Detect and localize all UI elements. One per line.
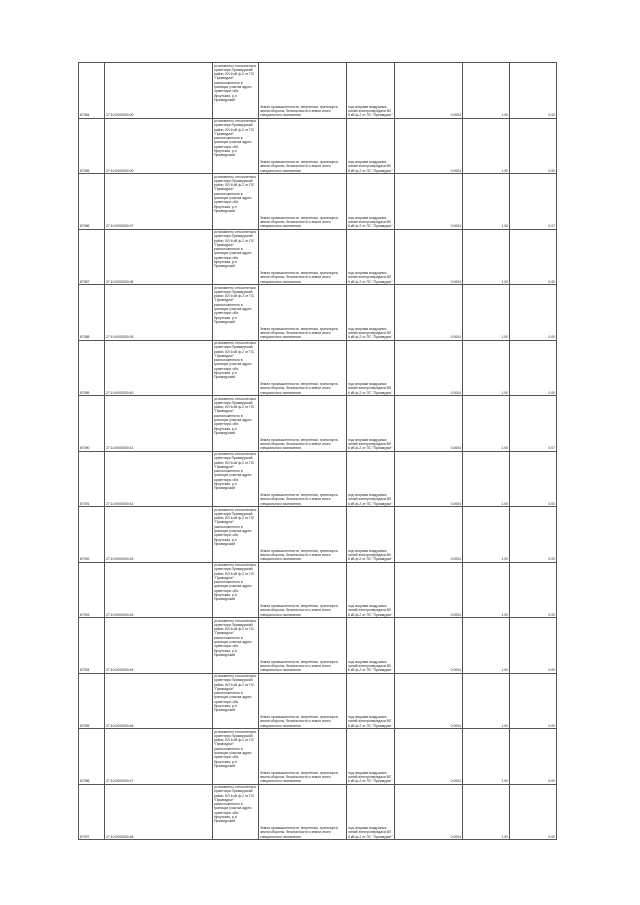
location-text: установлено относительно ориентира Приамурский район, ВЛ 6 кВ ф-2 от ПС "Приамурье" расположенного в границах участка адрес ориентира: обл. Иркутская, р-н Приамурский (214, 452, 257, 491)
coefficient-value: 1.00 (463, 285, 510, 341)
land-category-text: Земли промышленности, энергетики, транспорта, земли обороны, безопасности и земли иного специального назначения (260, 493, 339, 506)
land-category-text: Земли промышленности, энергетики, транспорта, земли обороны, безопасности и земли иного специального назначения (260, 659, 339, 673)
coefficient-value: 1.00 (463, 174, 510, 230)
location-text: установлено относительно ориентира Приамурский район, ВЛ 6 кВ ф-2 от ПС "Приамурье" расположенного в границах участка адрес ориентира: обл. Иркутская, р-н Приамурский (214, 174, 257, 213)
coefficient-value: 1.00 (463, 618, 510, 674)
location-text: установлено относительно ориентира Приамурский район, ВЛ 6 кВ ф-2 от ПС "Приамурье" расположенного в границах участка адрес ориентира: обл. Иркутская, р-н Приамурский (214, 396, 257, 435)
rate-value: 0.00 (510, 340, 557, 396)
rate-value: 0.00 (510, 562, 557, 618)
rate-value: 0.00 (510, 784, 557, 840)
location-cell (213, 673, 259, 729)
land-category-text: Земли промышленности, энергетики, транспорта, земли обороны, безопасности и земли иного специального назначения (260, 215, 339, 229)
table-row (79, 118, 557, 174)
permitted-use-cell (347, 784, 395, 840)
location-text: установлено относительно ориентира Приамурский район, ВЛ 6 кВ ф-2 от ПС "Приамурье" расположенного в границах участка адрес ориентира: обл. Иркутская, р-н Приамурский (214, 119, 257, 158)
location-text: установлено относительно ориентира Приамурский район, ВЛ 6 кВ ф-2 от ПС "Приамурье" расположенного в границах участка адрес ориентира: обл. Иркутская, р-н Приамурский (214, 729, 257, 768)
permitted-use-cell (347, 340, 395, 396)
coefficient-value: 1.00 (463, 229, 510, 285)
table-row (79, 507, 557, 563)
row-number: 87084 (79, 63, 105, 119)
location-text: установлено относительно ориентира Приамурский район, ВЛ 6 кВ ф-2 от ПС "Приамурье" расположенного в границах участка адрес ориентира: обл. Иркутская, р-н Приамурский (214, 674, 257, 713)
cadastral-number: 27:10:0000000:45 (105, 618, 213, 674)
land-category-cell (259, 729, 347, 785)
land-category-cell (259, 396, 347, 452)
permitted-use-cell (347, 673, 395, 729)
cadastral-number: 27:10:0000000:44 (105, 562, 213, 618)
table-row (79, 63, 557, 119)
permitted-use-cell (347, 396, 395, 452)
location-cell (213, 118, 259, 174)
rate-value: 0.00 (510, 618, 557, 674)
location-cell (213, 618, 259, 674)
permitted-use-text: под опорами воздушных линий электропередачи ВЛ 6 кВ ф-2 от ПС "Приамурье" (348, 493, 393, 506)
permitted-use-cell (347, 451, 395, 507)
land-category-text: Земли промышленности, энергетики, транспорта, земли обороны, безопасности и земли иного специального назначения (260, 826, 339, 839)
permitted-use-text: под опорами воздушных линий электропередачи ВЛ 6 кВ ф-2 от ПС "Приамурье" (348, 271, 393, 284)
table-row (79, 784, 557, 840)
land-category-cell (259, 340, 347, 396)
cadastral-number: 27:10:0000000:48 (105, 784, 213, 840)
coefficient-value: 1.00 (463, 673, 510, 729)
row-number: 87092 (79, 507, 105, 563)
cadastral-number: 27:10:0000000:00 (105, 118, 213, 174)
rate-value: 0.00 (510, 673, 557, 729)
coefficient-value: 1.00 (463, 729, 510, 785)
permitted-use-cell (347, 285, 395, 341)
coefficient-value: 1.00 (463, 451, 510, 507)
location-cell (213, 63, 259, 119)
permitted-use-text: под опорами воздушных линий электропередачи ВЛ 6 кВ ф-2 от ПС "Приамурье" (348, 715, 393, 728)
land-category-text: Земли промышленности, энергетики, транспорта, земли обороны, безопасности и земли иного специального назначения (260, 715, 339, 728)
location-cell (213, 562, 259, 618)
land-category-text: Земли промышленности, энергетики, транспорта, земли обороны, безопасности и земли иного специального назначения (260, 604, 339, 617)
location-text: установлено относительно ориентира Приамурский район, ВЛ 6 кВ ф-2 от ПС "Приамурье" расположенного в границах участка адрес ориентира: обл. Иркутская, р-н Приамурский (214, 563, 257, 602)
table-row (79, 451, 557, 507)
table-row (79, 673, 557, 729)
permitted-use-text: под опорами воздушных линий электропередачи ВЛ 6 кВ ф-2 от ПС "Приамурье" (348, 326, 393, 340)
permitted-use-cell (347, 507, 395, 563)
location-cell (213, 229, 259, 285)
cadastral-number: 27:10:0000000:07 (105, 174, 213, 230)
table-row (79, 285, 557, 341)
row-number: 87085 (79, 118, 105, 174)
cadastral-number: 27:10:0000000:08 (105, 229, 213, 285)
row-number: 87094 (79, 618, 105, 674)
land-category-text: Земли промышленности, энергетики, транспорта, земли обороны, безопасности и земли иного специального назначения (260, 326, 339, 340)
area-value: 0.0004 (395, 118, 463, 174)
land-category-cell (259, 618, 347, 674)
register-page (78, 62, 556, 840)
location-cell (213, 340, 259, 396)
land-category-cell (259, 784, 347, 840)
coefficient-value: 1.00 (463, 63, 510, 119)
row-number: 87090 (79, 396, 105, 452)
cadastral-number: 27:10:0000000:09 (105, 285, 213, 341)
land-category-cell (259, 451, 347, 507)
permitted-use-text: под опорами воздушных линий электропередачи ВЛ 6 кВ ф-2 от ПС "Приамурье" (348, 437, 393, 451)
row-number: 87087 (79, 229, 105, 285)
location-cell (213, 784, 259, 840)
area-value: 0.0004 (395, 784, 463, 840)
coefficient-value: 1.00 (463, 340, 510, 396)
land-category-cell (259, 174, 347, 230)
rate-value: 0.00 (510, 729, 557, 785)
permitted-use-text: под опорами воздушных линий электропередачи ВЛ 6 кВ ф-2 от ПС "Приамурье" (348, 659, 393, 673)
rate-value: 0.07 (510, 396, 557, 452)
area-value: 0.0004 (395, 285, 463, 341)
land-category-cell (259, 673, 347, 729)
table-body (79, 63, 557, 840)
location-cell (213, 729, 259, 785)
cadastral-number: 27:10:0000000:47 (105, 729, 213, 785)
cadastral-number: 27:10:0000000:43 (105, 507, 213, 563)
land-category-cell (259, 63, 347, 119)
rate-value: 0.00 (510, 63, 557, 119)
row-number: 87093 (79, 562, 105, 618)
location-text: установлено относительно ориентира Приамурский район, ВЛ 6 кВ ф-2 от ПС "Приамурье" расположенного в границах участка адрес ориентира: обл. Иркутская, р-н Приамурский (214, 507, 257, 546)
coefficient-value: 1.00 (463, 507, 510, 563)
location-text: установлено относительно ориентира Приамурский район, ВЛ 6 кВ ф-2 от ПС "Приамурье" расположенного в границах участка адрес ориентира: обл. Иркутская, р-н Приамурский (214, 230, 257, 269)
cadastral-number: 27:10:0000000:46 (105, 673, 213, 729)
permitted-use-text: под опорами воздушных линий электропередачи ВЛ 6 кВ ф-2 от ПС "Приамурье" (348, 770, 393, 784)
permitted-use-text: под опорами воздушных линий электропередачи ВЛ 6 кВ ф-2 от ПС "Приамурье" (348, 826, 393, 839)
permitted-use-cell (347, 618, 395, 674)
location-text: установлено относительно ориентира Приамурский район, ВЛ 6 кВ ф-2 от ПС "Приамурье" расположенного в границах участка адрес ориентира: обл. Иркутская, р-н Приамурский (214, 341, 257, 380)
cadastral-number: 27:10:0000000:42 (105, 451, 213, 507)
land-category-cell (259, 285, 347, 341)
coefficient-value: 1.00 (463, 784, 510, 840)
permitted-use-cell (347, 729, 395, 785)
rate-value: 0.07 (510, 174, 557, 230)
row-number: 87086 (79, 174, 105, 230)
area-value: 0.0004 (395, 451, 463, 507)
rate-value: 0.00 (510, 507, 557, 563)
permitted-use-text: под опорами воздушных линий электропередачи ВЛ 6 кВ ф-2 от ПС "Приамурье" (348, 160, 393, 173)
cadastral-number: 27:10:0000000:41 (105, 396, 213, 452)
area-value: 0.0004 (395, 562, 463, 618)
row-number: 87091 (79, 451, 105, 507)
cadastral-number: 27:10:0000000:40 (105, 340, 213, 396)
land-category-text: Земли промышленности, энергетики, транспорта, земли обороны, безопасности и земли иного специального назначения (260, 770, 339, 784)
area-value: 0.0004 (395, 673, 463, 729)
location-text: установлено относительно ориентира Приамурский район, ВЛ 6 кВ ф-2 от ПС "Приамурье" расположенного в границах участка адрес ориентира: обл. Иркутская, р-н Приамурский (214, 785, 257, 824)
location-cell (213, 174, 259, 230)
location-cell (213, 285, 259, 341)
table-row (79, 174, 557, 230)
location-cell (213, 451, 259, 507)
permitted-use-cell (347, 174, 395, 230)
row-number: 87095 (79, 673, 105, 729)
area-value: 0.0004 (395, 396, 463, 452)
coefficient-value: 1.00 (463, 562, 510, 618)
table-row (79, 729, 557, 785)
location-text: установлено относительно ориентира Приамурский район, ВЛ 6 кВ ф-2 от ПС "Приамурье" расположенного в границах участка адрес ориентира: обл. Иркутская, р-н Приамурский (214, 618, 257, 657)
permitted-use-cell (347, 562, 395, 618)
land-category-cell (259, 507, 347, 563)
area-value: 0.0004 (395, 340, 463, 396)
area-value: 0.0004 (395, 618, 463, 674)
table-row (79, 618, 557, 674)
permitted-use-cell (347, 118, 395, 174)
rate-value: 0.00 (510, 118, 557, 174)
rate-value: 0.00 (510, 285, 557, 341)
land-plot-table (78, 62, 557, 840)
land-category-cell (259, 229, 347, 285)
land-category-text: Земли промышленности, энергетики, транспорта, земли обороны, безопасности и земли иного специального назначения (260, 548, 339, 562)
row-number: 87088 (79, 285, 105, 341)
area-value: 0.0004 (395, 729, 463, 785)
permitted-use-text: под опорами воздушных линий электропередачи ВЛ 6 кВ ф-2 от ПС "Приамурье" (348, 548, 393, 562)
area-value: 0.0004 (395, 229, 463, 285)
area-value: 0.0004 (395, 174, 463, 230)
cadastral-number: 27:10:0000000:00 (105, 63, 213, 119)
location-cell (213, 396, 259, 452)
row-number: 87089 (79, 340, 105, 396)
coefficient-value: 1.00 (463, 396, 510, 452)
permitted-use-cell (347, 229, 395, 285)
permitted-use-text: под опорами воздушных линий электропередачи ВЛ 6 кВ ф-2 от ПС "Приамурье" (348, 382, 393, 395)
row-number: 87097 (79, 784, 105, 840)
table-row (79, 396, 557, 452)
permitted-use-text: под опорами воздушных линий электропередачи ВЛ 6 кВ ф-2 от ПС "Приамурье" (348, 104, 393, 118)
location-text: установлено относительно ориентира Приамурский район, ВЛ 6 кВ ф-2 от ПС "Приамурье" расположенного в границах участка адрес ориентира: обл. Иркутская, р-н Приамурский (214, 63, 257, 102)
land-category-text: Земли промышленности, энергетики, транспорта, земли обороны, безопасности и земли иного специального назначения (260, 271, 339, 284)
row-number: 87096 (79, 729, 105, 785)
table-row (79, 562, 557, 618)
rate-value: 0.00 (510, 451, 557, 507)
location-text: установлено относительно ориентира Приамурский район, ВЛ 6 кВ ф-2 от ПС "Приамурье" расположенного в границах участка адрес ориентира: обл. Иркутская, р-н Приамурский (214, 285, 257, 324)
land-category-text: Земли промышленности, энергетики, транспорта, земли обороны, безопасности и земли иного специального назначения (260, 160, 339, 173)
table-row (79, 340, 557, 396)
rate-value: 0.00 (510, 229, 557, 285)
land-category-text: Земли промышленности, энергетики, транспорта, земли обороны, безопасности и земли иного специального назначения (260, 104, 339, 118)
permitted-use-cell (347, 63, 395, 119)
land-category-cell (259, 562, 347, 618)
area-value: 0.0004 (395, 63, 463, 119)
coefficient-value: 1.00 (463, 118, 510, 174)
land-category-cell (259, 118, 347, 174)
table-row (79, 229, 557, 285)
permitted-use-text: под опорами воздушных линий электропередачи ВЛ 6 кВ ф-2 от ПС "Приамурье" (348, 604, 393, 617)
location-cell (213, 507, 259, 563)
area-value: 0.0004 (395, 507, 463, 563)
permitted-use-text: под опорами воздушных линий электропередачи ВЛ 6 кВ ф-2 от ПС "Приамурье" (348, 215, 393, 229)
land-category-text: Земли промышленности, энергетики, транспорта, земли обороны, безопасности и земли иного специального назначения (260, 437, 339, 451)
land-category-text: Земли промышленности, энергетики, транспорта, земли обороны, безопасности и земли иного специального назначения (260, 382, 339, 395)
